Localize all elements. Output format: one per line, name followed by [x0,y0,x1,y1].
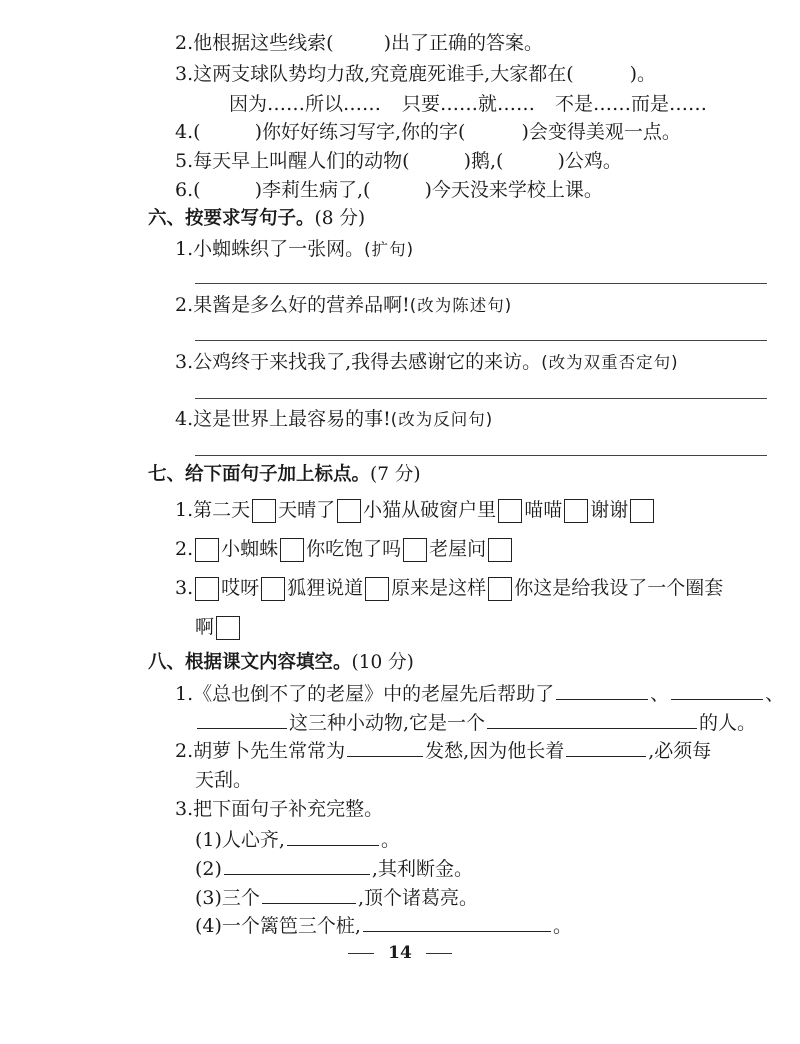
answer-line[interactable] [195,455,767,456]
question-wc-3 [175,61,656,87]
question-text: 把下面句子补充完整。 [193,798,384,820]
section-title: 七、给下面句子加上标点。 [148,464,371,485]
answer-underline[interactable] [566,738,646,757]
punctuation-box[interactable] [195,538,219,562]
punctuation-box[interactable] [252,499,276,523]
question-text: ,顶个诸葛亮。 [357,887,478,909]
s6-item-1 [175,236,414,263]
punctuation-box[interactable] [261,577,285,601]
conjunction-options-3 [555,91,707,117]
section-8-heading [148,650,414,676]
question-number: 4. [175,121,194,143]
section-7-heading [148,462,421,488]
question-text: 发愁,因为他长着 [425,740,565,762]
question-text: )今天没来学校上课。 [424,179,603,201]
question-text: 、 [765,683,785,705]
question-text: ,其利断金。 [371,858,473,880]
answer-underline[interactable] [487,710,697,729]
question-text: 天刮。 [195,769,253,791]
phrase: 第二天 [193,499,251,521]
punctuation-box[interactable] [195,577,219,601]
question-text: 这两支球队势均力敌,究竟鹿死谁手,大家都在( [193,63,574,85]
question-text: 每天早上叫醒人们的动物( [193,150,410,172]
section-points: (8 分) [314,208,366,229]
answer-underline[interactable] [262,885,356,904]
conjunction-option: 因为……所以…… [229,93,382,115]
phrase: 狐狸说道 [287,577,364,599]
question-text: 一个篱笆三个桩, [221,915,361,937]
question-number: 2. [175,294,194,316]
punctuation-box[interactable] [488,577,512,601]
question-number: 3. [175,798,194,820]
question-text: 公鸡终于来找我了,我得去感谢它的来访。 [193,351,542,373]
section-points: (10 分) [351,652,414,673]
question-number: 5. [175,150,194,172]
instruction-note: (改为双重否定句) [541,353,679,372]
question-number: 3. [175,577,194,599]
s8-item-1-cont [195,710,756,736]
question-text: ( [193,121,201,143]
s8-item-3-2 [195,856,473,882]
s8-item-3-1 [195,827,400,853]
question-text: 三个 [221,887,260,909]
question-text: 胡萝卜先生常常为 [193,740,346,762]
question-text: )会变得美观一点。 [521,121,681,143]
page-number: 14 [388,943,412,963]
section-points: (7 分) [370,464,421,485]
punctuation-box[interactable] [280,538,304,562]
phrase: 你这是给我设了一个圈套 [514,577,724,599]
answer-line[interactable] [195,340,767,341]
question-text: ( [193,179,201,201]
phrase: 老屋问 [429,538,487,560]
conjunction-options-2 [402,91,535,117]
question-wc-5 [175,148,622,174]
subquestion-number: (1) [195,829,222,851]
answer-underline[interactable] [197,710,287,729]
answer-underline[interactable] [287,827,379,846]
question-text: 。 [380,829,400,851]
question-number: 1. [175,499,194,521]
question-wc-4 [175,119,681,145]
answer-underline[interactable] [671,681,763,700]
s6-item-3 [175,349,679,376]
question-number: 2. [175,740,194,762]
question-number: 3. [175,63,194,85]
answer-underline[interactable] [224,856,370,875]
question-number: 1. [175,683,194,705]
s8-item-3-4 [195,913,572,939]
answer-underline[interactable] [347,738,423,757]
question-text: 这是世界上最容易的事! [193,408,391,430]
conjunction-options [229,91,381,117]
punctuation-box[interactable] [337,499,361,523]
s8-item-2 [175,738,711,764]
s6-item-2 [175,292,512,319]
page-footer [0,943,800,963]
s8-item-2-cont [195,767,252,793]
question-text: )出了正确的答案。 [383,32,543,54]
question-text: 他根据这些线索( [193,32,334,54]
phrase: 谢谢 [590,499,629,521]
question-text: 人心齐, [221,829,285,851]
phrase: 喵喵 [524,499,563,521]
phrase: 小猫从破窗户里 [363,499,497,521]
conjunction-option: 只要……就…… [402,93,536,115]
punctuation-box[interactable] [630,499,654,523]
punctuation-box[interactable] [216,616,240,640]
question-number: 6. [175,179,194,201]
footer-dash [348,953,374,954]
s7-item-3-cont [195,614,242,640]
instruction-note: (扩句) [364,240,415,259]
question-wc-6 [175,177,603,203]
s7-item-2 [175,536,514,562]
punctuation-box[interactable] [403,538,427,562]
answer-underline[interactable] [363,913,551,932]
footer-dash [426,953,452,954]
subquestion-number: (4) [195,915,222,937]
s8-item-3-3 [195,885,478,911]
phrase: 啊 [195,616,215,638]
question-wc-2 [175,30,543,56]
answer-line[interactable] [195,283,767,284]
phrase: 你吃饱了吗 [306,538,402,560]
punctuation-box[interactable] [365,577,389,601]
question-number: 2. [175,538,194,560]
question-text: )你好好练习写字,你的字( [254,121,466,143]
question-text: 。 [552,915,572,937]
question-number: 4. [175,408,194,430]
question-text: 的人。 [699,712,757,734]
instruction-note: (改为反问句) [390,410,494,429]
question-number: 1. [175,238,194,260]
subquestion-number: (2) [195,858,222,880]
question-text: )公鸡。 [557,150,622,172]
section-title: 八、根据课文内容填空。 [148,652,352,673]
s8-item-1 [175,681,784,707]
conjunction-option: 不是……而是…… [555,93,708,115]
phrase: 原来是这样 [391,577,487,599]
question-text: )李莉生病了,( [254,179,371,201]
question-text: )。 [629,63,657,85]
s6-item-4 [175,406,493,433]
question-text: ,必须每 [648,740,712,762]
s8-item-3 [175,796,383,822]
answer-line[interactable] [195,398,767,399]
phrase: 天晴了 [278,499,336,521]
instruction-note: (改为陈述句) [409,296,513,315]
section-title: 六、按要求写句子。 [148,208,315,229]
question-text: 果酱是多么好的营养品啊! [193,294,410,316]
punctuation-box[interactable] [498,499,522,523]
question-number: 3. [175,351,194,373]
punctuation-box[interactable] [564,499,588,523]
section-6-heading [148,206,365,232]
s7-item-1 [175,497,656,523]
phrase: 小蜘蛛 [221,538,279,560]
punctuation-box[interactable] [488,538,512,562]
subquestion-number: (3) [195,887,222,909]
question-text: 这三种小动物,它是一个 [289,712,486,734]
question-number: 2. [175,32,194,54]
s7-item-3 [175,575,723,601]
question-text: 《总也倒不了的老屋》中的老屋先后帮助了 [193,683,555,705]
question-text: 小蜘蛛织了一张网。 [193,238,365,260]
phrase: 哎呀 [221,577,260,599]
question-text: 、 [650,683,670,705]
question-text: )鹅,( [463,150,504,172]
answer-underline[interactable] [556,681,648,700]
